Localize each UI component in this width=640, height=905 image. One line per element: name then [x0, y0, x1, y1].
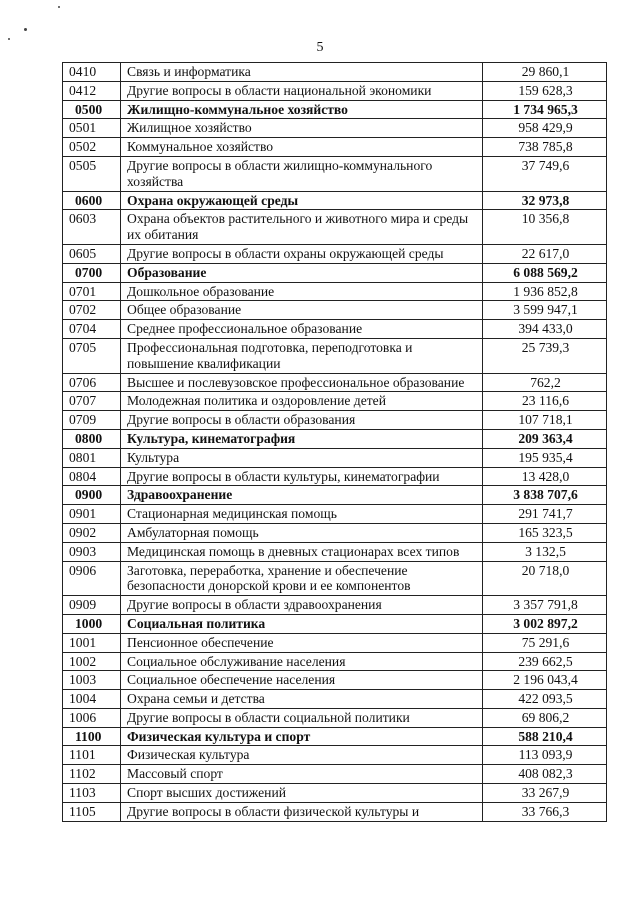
row-name: Другие вопросы в области охраны окружающей среды [121, 244, 483, 263]
row-code: 0501 [63, 119, 121, 138]
row-amount: 33 267,9 [483, 784, 607, 803]
row-amount: 33 766,3 [483, 802, 607, 821]
table-row [63, 448, 607, 467]
row-amount: 209 363,4 [483, 429, 607, 448]
row-name: Медицинская помощь в дневных стационарах всех типов [121, 542, 483, 561]
row-amount: 113 093,9 [483, 746, 607, 765]
table-row [63, 542, 607, 561]
row-amount: 165 323,5 [483, 523, 607, 542]
row-name: Культура, кинематография [121, 429, 483, 448]
table-row [63, 561, 607, 596]
table-row [63, 467, 607, 486]
row-name: Здравоохранение [121, 486, 483, 505]
row-code: 0804 [63, 467, 121, 486]
row-amount: 32 973,8 [483, 191, 607, 210]
scan-speck [58, 6, 60, 8]
row-amount: 25 739,3 [483, 338, 607, 373]
row-amount: 408 082,3 [483, 765, 607, 784]
row-amount: 1 734 965,3 [483, 100, 607, 119]
table-row [63, 373, 607, 392]
row-amount: 195 935,4 [483, 448, 607, 467]
row-name: Охрана окружающей среды [121, 191, 483, 210]
row-amount: 762,2 [483, 373, 607, 392]
table-row [63, 411, 607, 430]
budget-table-body [63, 63, 607, 822]
table-row [63, 614, 607, 633]
row-code: 0701 [63, 282, 121, 301]
row-code: 0707 [63, 392, 121, 411]
row-code: 1001 [63, 633, 121, 652]
row-name: Пенсионное обеспечение [121, 633, 483, 652]
row-amount: 738 785,8 [483, 138, 607, 157]
row-code: 1006 [63, 708, 121, 727]
table-row [63, 690, 607, 709]
row-name: Другие вопросы в области культуры, кинематографии [121, 467, 483, 486]
row-name: Другие вопросы в области образования [121, 411, 483, 430]
table-row [63, 156, 607, 191]
table-row [63, 596, 607, 615]
row-code: 0704 [63, 320, 121, 339]
table-row [63, 282, 607, 301]
row-amount: 6 088 569,2 [483, 263, 607, 282]
row-amount: 291 741,7 [483, 505, 607, 524]
row-code: 1105 [63, 802, 121, 821]
row-code: 0505 [63, 156, 121, 191]
table-row [63, 244, 607, 263]
row-name: Другие вопросы в области здравоохранения [121, 596, 483, 615]
row-amount: 3 599 947,1 [483, 301, 607, 320]
table-row [63, 429, 607, 448]
row-name: Среднее профессиональное образование [121, 320, 483, 339]
row-amount: 3 838 707,6 [483, 486, 607, 505]
row-name: Спорт высших достижений [121, 784, 483, 803]
table-row [63, 63, 607, 82]
row-amount: 37 749,6 [483, 156, 607, 191]
row-code: 0709 [63, 411, 121, 430]
row-amount: 23 116,6 [483, 392, 607, 411]
table-row [63, 802, 607, 821]
row-amount: 394 433,0 [483, 320, 607, 339]
row-code: 0706 [63, 373, 121, 392]
row-code: 1102 [63, 765, 121, 784]
row-code: 0600 [63, 191, 121, 210]
row-amount: 13 428,0 [483, 467, 607, 486]
row-name: Социальная политика [121, 614, 483, 633]
row-code: 0906 [63, 561, 121, 596]
row-name: Высшее и послевузовское профессиональное образование [121, 373, 483, 392]
row-amount: 3 132,5 [483, 542, 607, 561]
row-name: Другие вопросы в области жилищно-коммунального хозяйства [121, 156, 483, 191]
table-row [63, 81, 607, 100]
row-name: Заготовка, переработка, хранение и обеспечение безопасности донорской крови и ее компонентов [121, 561, 483, 596]
row-name: Социальное обеспечение населения [121, 671, 483, 690]
table-row [63, 119, 607, 138]
row-name: Жилищное хозяйство [121, 119, 483, 138]
row-name: Дошкольное образование [121, 282, 483, 301]
row-name: Культура [121, 448, 483, 467]
row-amount: 20 718,0 [483, 561, 607, 596]
row-name: Амбулаторная помощь [121, 523, 483, 542]
row-name: Физическая культура и спорт [121, 727, 483, 746]
table-row [63, 784, 607, 803]
row-code: 0702 [63, 301, 121, 320]
row-name: Связь и информатика [121, 63, 483, 82]
row-name: Стационарная медицинская помощь [121, 505, 483, 524]
table-row [63, 765, 607, 784]
table-row [63, 210, 607, 245]
row-code: 0502 [63, 138, 121, 157]
row-name: Физическая культура [121, 746, 483, 765]
table-row [63, 392, 607, 411]
table-row [63, 301, 607, 320]
table-row [63, 191, 607, 210]
row-code: 0705 [63, 338, 121, 373]
row-code: 0800 [63, 429, 121, 448]
row-name: Молодежная политика и оздоровление детей [121, 392, 483, 411]
table-row [63, 486, 607, 505]
row-name: Другие вопросы в области физической культуры и [121, 802, 483, 821]
row-code: 0603 [63, 210, 121, 245]
row-amount: 422 093,5 [483, 690, 607, 709]
row-name: Охрана семьи и детства [121, 690, 483, 709]
table-row [63, 505, 607, 524]
row-code: 1100 [63, 727, 121, 746]
table-row [63, 652, 607, 671]
row-code: 0410 [63, 63, 121, 82]
budget-table [62, 62, 607, 822]
table-row [63, 338, 607, 373]
row-amount: 29 860,1 [483, 63, 607, 82]
row-amount: 1 936 852,8 [483, 282, 607, 301]
page-number: 5 [316, 40, 324, 55]
row-amount: 958 429,9 [483, 119, 607, 138]
row-amount: 3 002 897,2 [483, 614, 607, 633]
row-code: 1101 [63, 746, 121, 765]
table-row [63, 708, 607, 727]
row-name: Другие вопросы в области социальной политики [121, 708, 483, 727]
table-row [63, 263, 607, 282]
row-code: 0801 [63, 448, 121, 467]
table-row [63, 523, 607, 542]
row-code: 0700 [63, 263, 121, 282]
row-amount: 159 628,3 [483, 81, 607, 100]
row-name: Другие вопросы в области национальной экономики [121, 81, 483, 100]
row-code: 1000 [63, 614, 121, 633]
row-code: 0605 [63, 244, 121, 263]
row-code: 0500 [63, 100, 121, 119]
row-code: 0909 [63, 596, 121, 615]
row-amount: 239 662,5 [483, 652, 607, 671]
row-amount: 10 356,8 [483, 210, 607, 245]
row-name: Социальное обслуживание населения [121, 652, 483, 671]
table-row [63, 138, 607, 157]
row-name: Жилищно-коммунальное хозяйство [121, 100, 483, 119]
row-code: 0902 [63, 523, 121, 542]
row-name: Охрана объектов растительного и животного мира и среды их обитания [121, 210, 483, 245]
row-code: 0903 [63, 542, 121, 561]
row-amount: 107 718,1 [483, 411, 607, 430]
table-row [63, 671, 607, 690]
row-code: 1002 [63, 652, 121, 671]
row-code: 1003 [63, 671, 121, 690]
row-code: 1103 [63, 784, 121, 803]
row-amount: 3 357 791,8 [483, 596, 607, 615]
row-code: 0900 [63, 486, 121, 505]
scan-speck [24, 28, 27, 31]
row-name: Массовый спорт [121, 765, 483, 784]
row-name: Коммунальное хозяйство [121, 138, 483, 157]
table-row [63, 100, 607, 119]
row-name: Профессиональная подготовка, переподготовка и повышение квалификации [121, 338, 483, 373]
row-amount: 75 291,6 [483, 633, 607, 652]
table-row [63, 633, 607, 652]
row-amount: 22 617,0 [483, 244, 607, 263]
row-name: Общее образование [121, 301, 483, 320]
row-code: 1004 [63, 690, 121, 709]
table-row [63, 746, 607, 765]
row-code: 0412 [63, 81, 121, 100]
row-amount: 69 806,2 [483, 708, 607, 727]
table-row [63, 320, 607, 339]
table-row [63, 727, 607, 746]
row-code: 0901 [63, 505, 121, 524]
row-amount: 588 210,4 [483, 727, 607, 746]
row-name: Образование [121, 263, 483, 282]
row-amount: 2 196 043,4 [483, 671, 607, 690]
